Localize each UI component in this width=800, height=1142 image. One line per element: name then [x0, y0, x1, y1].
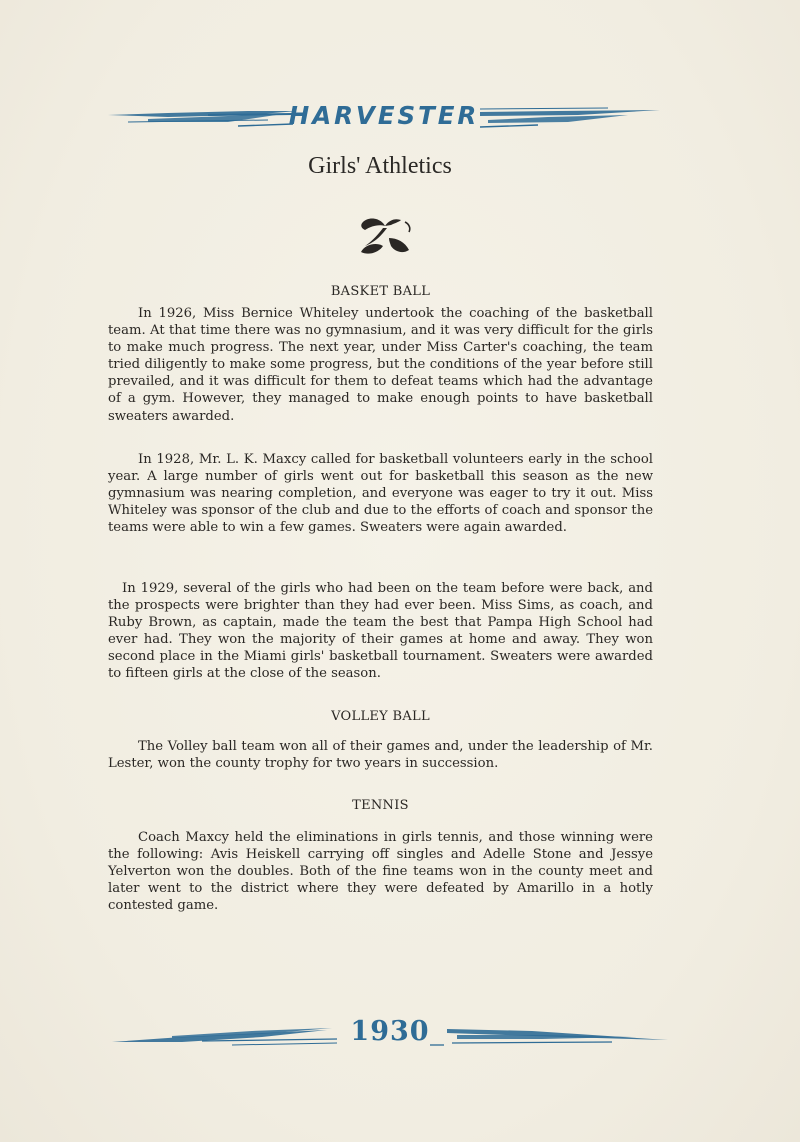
paragraph-text: In 1926, Miss Bernice Whiteley undertook the coaching of the basketball team. At that time there was no gymnasium, and it was very difficult for the girls to make much progress. The next year, under Miss Carter's coaching, the team tried diligently to make some progress, but the conditions of the year before still prevailed, and it was difficult for them to defeat teams which had the advantage of a gym. However, they managed to make enough points to have basketball sweaters awarded. [108, 306, 653, 424]
paragraph-text: Coach Maxcy held the eliminations in girls tennis, and those winning were the following: Avis Heiskell carrying off singles and Adelle Stone and Jessye Yelverton won the doubles. Both of the fine teams won in the county meet and later went to the district where they were defeated by Amarillo in a hotly contested game. [108, 830, 653, 914]
basketball-paragraph-1 [108, 305, 653, 425]
basketball-paragraph-2 [108, 451, 653, 536]
section-heading-volleyball: VOLLEY BALL [331, 709, 430, 724]
section-heading-tennis: TENNIS [352, 798, 409, 813]
paragraph-text: The Volley ball team won all of their games and, under the leadership of Mr. Lester, won the county trophy for two years in succession. [108, 739, 653, 772]
harvester-banner-title: HARVESTER [288, 101, 480, 130]
header-banner [108, 100, 660, 140]
paragraph-text: In 1928, Mr. L. K. Maxcy called for basketball volunteers early in the school year. A large number of girls went out for basketball this season as the new gymnasium was nearing completion, and everyone was eager to try it out. Miss Whiteley was sponsor of the club and due to the efforts of coach and sponsor the teams were able to win a few games. Sweaters were again awarded. [108, 452, 653, 536]
tennis-paragraph [108, 829, 653, 914]
footer-banner [112, 1015, 668, 1055]
footer-year: 1930 [350, 1016, 430, 1047]
page-title: Girls' Athletics [308, 153, 452, 179]
volleyball-paragraph [108, 738, 653, 772]
section-heading-basketball: BASKET BALL [330, 284, 431, 299]
basketball-paragraph-3 [108, 580, 653, 683]
fleuron-ornament-icon [355, 212, 417, 262]
paragraph-text: In 1929, several of the girls who had been on the team before were back, and the prospects were brighter than they had ever been. Miss Sims, as coach, and Ruby Brown, as captain, made the team the best that Pampa High School had ever had. They won the majority of their games at home and away. They won second place in the Miami girls' basketball tournament. Sweaters were awarded to fifteen girls at the close of the season. [108, 581, 653, 682]
